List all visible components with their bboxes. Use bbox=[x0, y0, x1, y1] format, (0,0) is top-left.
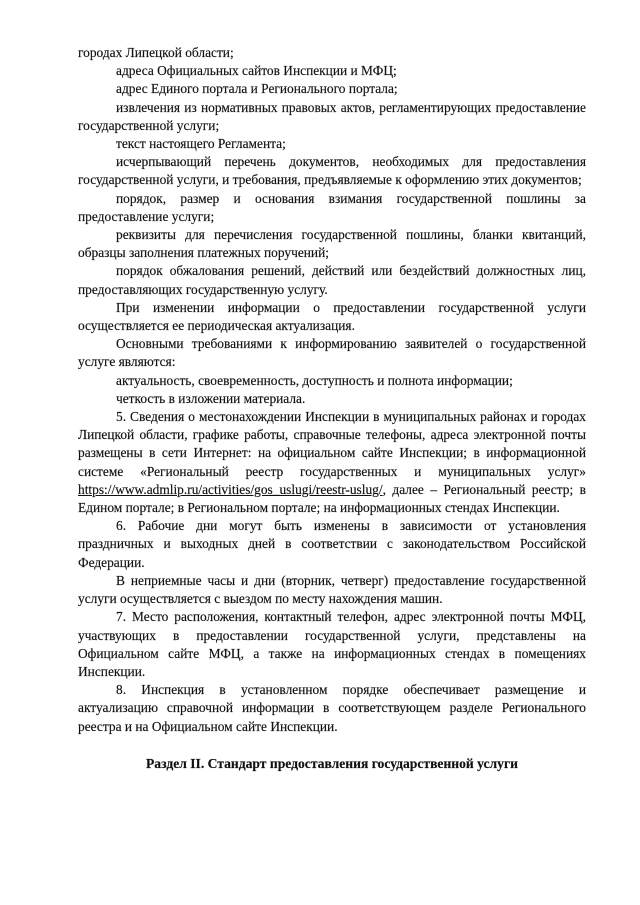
paragraph-14-text-before: 5. Сведения о местонахождении Инспекции в муниципальных районах и городах Липецкой области, графике работы, справочные телефоны, адреса электронной почты размещены в сети Интернет: на официальном сайте Инспекции; в информационной системе «Региональный реестр государственных и муниципальных услуг» bbox=[78, 409, 586, 479]
paragraph-12: актуальность, своевременность, доступность и полнота информации; bbox=[116, 372, 513, 388]
paragraph-14 bbox=[78, 408, 586, 517]
paragraph-14-text-after: , далее – Региональный реестр; в Едином портале; в Региональном портале; на информационных стендах Инспекции. bbox=[78, 481, 586, 516]
paragraph-1: городах Липецкой области; bbox=[78, 45, 234, 60]
paragraph-9: порядок обжалования решений, действий или бездействий должностных лиц, предоставляющих государственную услугу. bbox=[78, 263, 586, 297]
paragraph-5: текст настоящего Регламента; bbox=[116, 136, 286, 152]
registry-link[interactable]: https://www.admlip.ru/activities/gos_uslugi/reestr-uslug/ bbox=[78, 481, 383, 497]
paragraph-6: исчерпывающий перечень документов, необходимых для предоставления государственной услуги, и требования, предъявляемые к оформлению этих документов; bbox=[78, 154, 586, 188]
document-page bbox=[78, 44, 586, 773]
paragraph-2: адреса Официальных сайтов Инспекции и МФЦ; bbox=[116, 63, 397, 79]
paragraph-15: 6. Рабочие дни могут быть изменены в зависимости от установления праздничных и выходных дней в соответствии с законодательством Российской Федерации. bbox=[78, 518, 586, 570]
paragraph-13: четкость в изложении материала. bbox=[116, 390, 306, 406]
paragraph-8: реквизиты для перечисления государственной пошлины, бланки квитанций, образцы заполнения платежных поручений; bbox=[78, 227, 586, 261]
section-heading: Раздел II. Стандарт предоставления государственной услуги bbox=[146, 755, 518, 771]
paragraph-7: порядок, размер и основания взимания государственной пошлины за предоставление услуги; bbox=[78, 190, 586, 224]
paragraph-16: В неприемные часы и дни (вторник, четверг) предоставление государственной услуги осуществляется с выездом по месту нахождения машин. bbox=[78, 572, 586, 607]
paragraph-10: При изменении информации о предоставлении государственной услуги осуществляется ее периодическая актуализация. bbox=[78, 299, 586, 334]
paragraph-18: 8. Инспекция в установленном порядке обеспечивает размещение и актуализацию справочной информации в соответствующем разделе Регионального реестра и на Официальном сайте Инспекции. bbox=[78, 682, 586, 734]
paragraph-17: 7. Место расположения, контактный телефон, адрес электронной почты МФЦ, участвующих в предоставлении государственной услуги, представлены на Официальном сайте МФЦ, а также на информационных стендах в помещениях Инспекции. bbox=[78, 609, 586, 679]
paragraph-3: адрес Единого портала и Регионального портала; bbox=[116, 81, 398, 97]
paragraph-11: Основными требованиями к информированию заявителей о государственной услуге являются: bbox=[78, 336, 586, 370]
paragraph-4: извлечения из нормативных правовых актов, регламентирующих предоставление государственной услуги; bbox=[78, 99, 586, 133]
